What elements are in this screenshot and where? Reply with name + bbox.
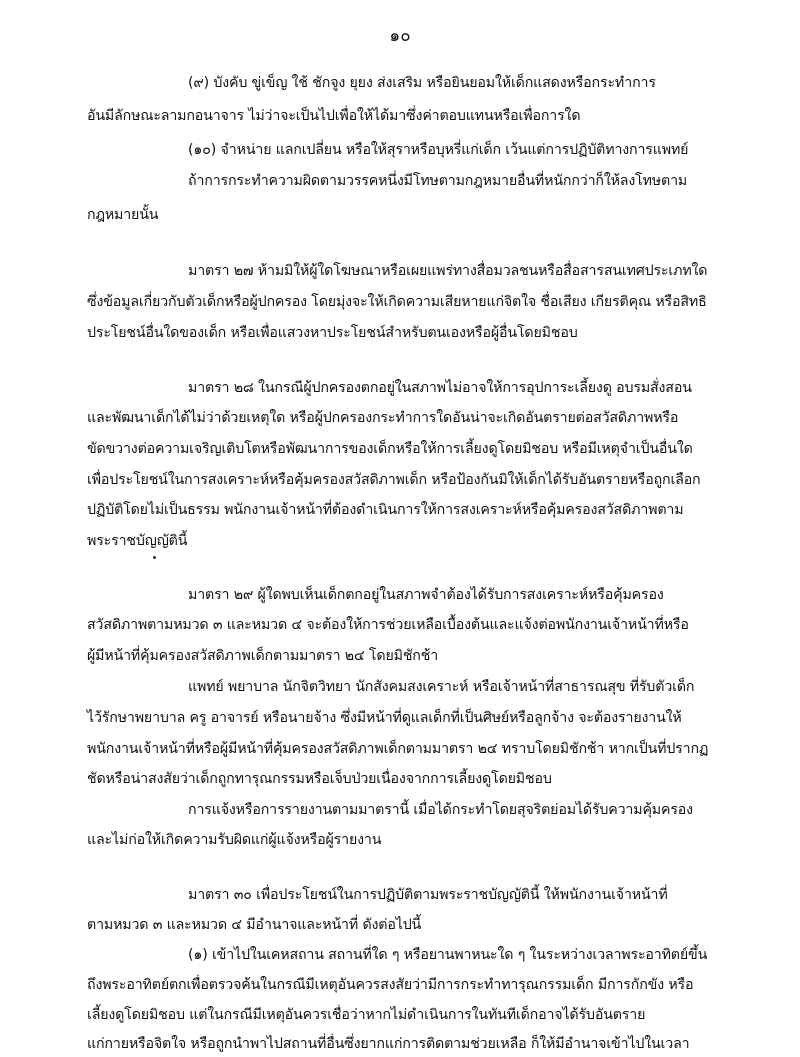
document-line: พระราชบัญญัตินี้ xyxy=(87,533,188,549)
document-line: แพทย์ พยาบาล นักจิตวิทยา นักสังคมสงเคราะห์ หรือเจ้าหน้าที่สาธารณสุข ที่รับตัวเด็ก xyxy=(188,679,695,695)
document-line: การแจ้งหรือการรายงานตามมาตรานี้ เมื่อได้กระทำโดยสุจริตย่อมได้รับความคุ้มครอง xyxy=(188,802,693,818)
document-line: ผู้มีหน้าที่คุ้มครองสวัสดิภาพเด็กตามมาตรา ๒๔ โดยมิชักช้า xyxy=(87,648,439,664)
document-line: ขัดขวางต่อความเจริญเติบโตหรือพัฒนาการของเด็กหรือให้การเลี้ยงดูโดยมิชอบ หรือมีเหตุจำเป็นอื่นใด xyxy=(87,441,693,457)
page-number: ๑๐ xyxy=(389,26,411,46)
document-line: (๑๐) จำหน่าย แลกเปลี่ยน หรือให้สุราหรือบุหรี่แก่เด็ก เว้นแต่การปฏิบัติทางการแพทย์ xyxy=(188,142,689,158)
document-line: ปฏิบัติโดยไม่เป็นธรรม พนักงานเจ้าหน้าที่ต้องดำเนินการให้การสงเคราะห์หรือคุ้มครองสวัสดิภาพตาม xyxy=(87,502,684,518)
document-line: เพื่อประโยชน์ในการสงเคราะห์หรือคุ้มครองสวัสดิภาพเด็ก หรือป้องกันมิให้เด็กได้รับอันตรายหรือถูกเลือก xyxy=(87,472,701,488)
document-line: ชัดหรือน่าสงสัยว่าเด็กถูกทารุณกรรมหรือเจ็บป่วยเนื่องจากการเลี้ยงดูโดยมิชอบ xyxy=(87,771,552,787)
document-line: กฎหมายนั้น xyxy=(87,207,159,223)
document-line: ประโยชน์อื่นใดของเด็ก หรือเพื่อแสวงหาประโยชน์สำหรับตนเองหรือผู้อื่นโดยมิชอบ xyxy=(87,325,578,341)
document-line: ซึ่งข้อมูลเกี่ยวกับตัวเด็กหรือผู้ปกครอง โดยมุ่งจะให้เกิดความเสียหายแก่จิตใจ ชื่อเสียง เกียรติคุณ หรือสิทธิ xyxy=(87,294,707,310)
document-line: (๙) บังคับ ขู่เข็ญ ใช้ ชักจูง ยุยง ส่งเสริม หรือยินยอมให้เด็กแสดงหรือกระทำการ xyxy=(188,75,656,91)
document-line: มาตรา ๒๗ ห้ามมิให้ผู้ใดโฆษณาหรือเผยแพร่ทางสื่อมวลชนหรือสื่อสารสนเทศประเภทใด xyxy=(188,263,708,279)
document-line: และพัฒนาเด็กได้ไม่ว่าด้วยเหตุใด หรือผู้ปกครองกระทำการใดอันน่าจะเกิดอันตรายต่อสวัสดิภาพหรือ xyxy=(87,410,679,426)
document-line: ตามหมวด ๓ และหมวด ๔ มีอำนาจและหน้าที่ ดังต่อไปนี้ xyxy=(87,917,422,933)
document-line: (๑) เข้าไปในเคหสถาน สถานที่ใด ๆ หรือยานพาหนะใด ๆ ในระหว่างเวลาพระอาทิตย์ขึ้น xyxy=(188,947,708,963)
document-line: พนักงานเจ้าหน้าที่หรือผู้มีหน้าที่คุ้มครองสวัสดิภาพเด็กตามมาตรา ๒๔ ทราบโดยมิชักช้า หากเป็นที่ปรากฏ xyxy=(87,741,709,757)
document-line: มาตรา ๓๐ เพื่อประโยชน์ในการปฏิบัติตามพระราชบัญญัตินี้ ให้พนักงานเจ้าหน้าที่ xyxy=(188,887,668,903)
document-line: อันมีลักษณะลามกอนาจาร ไม่ว่าจะเป็นไปเพื่อให้ได้มาซึ่งค่าตอบแทนหรือเพื่อการใด xyxy=(87,108,581,124)
document-line: และไม่ก่อให้เกิดความรับผิดแก่ผู้แจ้งหรือผู้รายงาน xyxy=(87,832,382,848)
document-line: แก่กายหรือจิตใจ หรือถูกนำพาไปสถานที่อื่นซึ่งยากแก่การติดตามช่วยเหลือ ก็ให้มีอำนาจเข้าไปในเวลา xyxy=(87,1036,690,1052)
document-line: มาตรา ๒๘ ในกรณีผู้ปกครองตกอยู่ในสภาพไม่อาจให้การอุปการะเลี้ยงดู อบรมสั่งสอน xyxy=(188,380,692,396)
document-line: ไว้รักษาพยาบาล ครู อาจารย์ หรือนายจ้าง ซึ่งมีหน้าที่ดูแลเด็กที่เป็นศิษย์หรือลูกจ้าง จะต้องรายงานให้ xyxy=(87,710,682,726)
document-line: มาตรา ๒๙ ผู้ใดพบเห็นเด็กตกอยู่ในสภาพจำต้องได้รับการสงเคราะห์หรือคุ้มครอง xyxy=(188,587,664,603)
stray-mark xyxy=(153,556,156,559)
document-line: เลี้ยงดูโดยมิชอบ แต่ในกรณีมีเหตุอันควรเชื่อว่าหากไม่ดำเนินการในทันทีเด็กอาจได้รับอันตราย xyxy=(87,1007,646,1023)
document-line: สวัสดิภาพตามหมวด ๓ และหมวด ๔ จะต้องให้การช่วยเหลือเบื้องต้นและแจ้งต่อพนักงานเจ้าหน้าที่หรือ xyxy=(87,617,689,633)
document-line: ถึงพระอาทิตย์ตกเพื่อตรวจค้นในกรณีมีเหตุอันควรสงสัยว่ามีการกระทำทารุณกรรมเด็ก มีการกักขัง หรือ xyxy=(87,977,694,993)
document-line: ถ้าการกระทำความผิดตามวรรคหนึ่งมีโทษตามกฎหมายอื่นที่หนักกว่าก็ให้ลงโทษตาม xyxy=(188,173,688,189)
